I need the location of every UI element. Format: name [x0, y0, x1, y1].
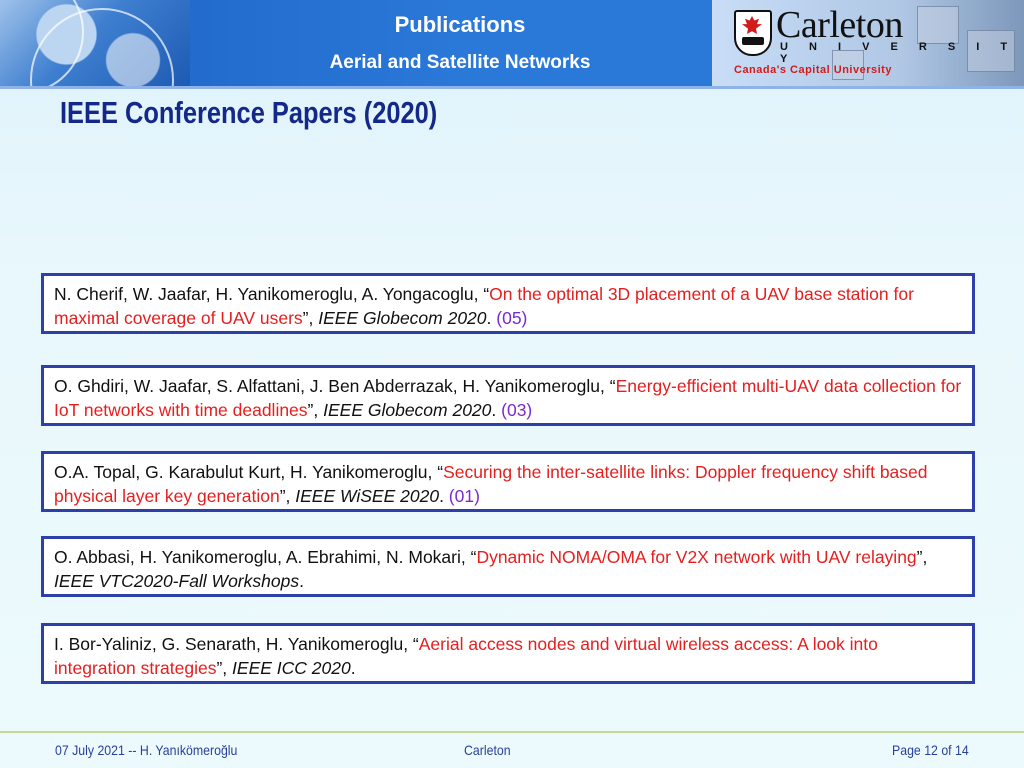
- paper-citation-count: (05): [496, 308, 528, 328]
- circuit-chip-decoration: [917, 6, 959, 44]
- paper-period: .: [350, 658, 356, 678]
- paper-period: .: [299, 571, 304, 591]
- footer-date-author: 07 July 2021 -- H. Yanıkömeroğlu: [55, 742, 238, 758]
- paper-entry: [41, 451, 975, 512]
- footer-divider: [0, 731, 1024, 733]
- maple-leaf-icon: [742, 16, 762, 34]
- paper-authors: N. Cherif, W. Jaafar, H. Yanikomeroglu, A. Yongacoglu, “: [54, 284, 490, 304]
- paper-authors: O. Ghdiri, W. Jaafar, S. Alfattani, J. Ben Abderrazak, H. Yanikomeroglu, “: [54, 376, 616, 396]
- paper-entry: [41, 536, 975, 597]
- section-heading: IEEE Conference Papers (2020): [60, 95, 438, 130]
- paper-period: .: [491, 400, 502, 420]
- carleton-wordmark: Carleton: [776, 4, 903, 46]
- paper-separator: ”,: [307, 400, 324, 420]
- paper-venue: IEEE Globecom 2020: [323, 400, 492, 420]
- university-wordmark: U N I V E R S I T Y: [780, 41, 1017, 65]
- paper-title: Aerial access nodes and virtual wireless access: A look into integration strategies: [54, 634, 878, 678]
- paper-authors: I. Bor-Yaliniz, G. Senarath, H. Yanikomeroglu, “: [54, 634, 419, 654]
- slide-header-title: Publications: [394, 12, 526, 37]
- university-tagline: Canada's Capital University: [734, 64, 892, 76]
- paper-separator: ”,: [279, 486, 296, 506]
- carleton-shield-logo: [734, 10, 772, 56]
- paper-venue: IEEE VTC2020-Fall Workshops: [54, 571, 300, 591]
- paper-separator: ”,: [216, 658, 233, 678]
- paper-entry: [41, 365, 975, 426]
- paper-entry: [41, 273, 975, 334]
- book-icon: [742, 37, 764, 45]
- paper-separator: ”,: [302, 308, 319, 328]
- paper-venue: IEEE ICC 2020: [232, 658, 351, 678]
- paper-title: Securing the inter-satellite links: Doppler frequency shift based physical layer key generation: [54, 462, 928, 506]
- paper-title: Dynamic NOMA/OMA for V2X network with UAV relaying: [476, 547, 917, 567]
- paper-citation-count: (03): [501, 400, 533, 420]
- paper-period: .: [439, 486, 449, 506]
- paper-entry: [41, 623, 975, 684]
- paper-citation-count: (01): [448, 486, 480, 506]
- paper-venue: IEEE Globecom 2020: [318, 308, 487, 328]
- globe-image: [0, 0, 190, 86]
- footer-institution: Carleton: [464, 742, 511, 758]
- slide-header-subtitle: Aerial and Satellite Networks: [329, 52, 591, 73]
- footer-page-number: Page 12 of 14: [892, 742, 969, 758]
- header-band: [0, 0, 1024, 89]
- paper-separator: ”,: [916, 547, 928, 567]
- paper-venue: IEEE WiSEE 2020: [295, 486, 440, 506]
- paper-authors: O. Abbasi, H. Yanikomeroglu, A. Ebrahimi, N. Mokari, “: [54, 547, 477, 567]
- paper-title: On the optimal 3D placement of a UAV base station for maximal coverage of UAV users: [54, 284, 914, 328]
- paper-title: Energy-efficient multi-UAV data collection for IoT networks with time deadlines: [54, 376, 962, 420]
- paper-authors: O.A. Topal, G. Karabulut Kurt, H. Yanikomeroglu, “: [54, 462, 444, 482]
- paper-period: .: [486, 308, 497, 328]
